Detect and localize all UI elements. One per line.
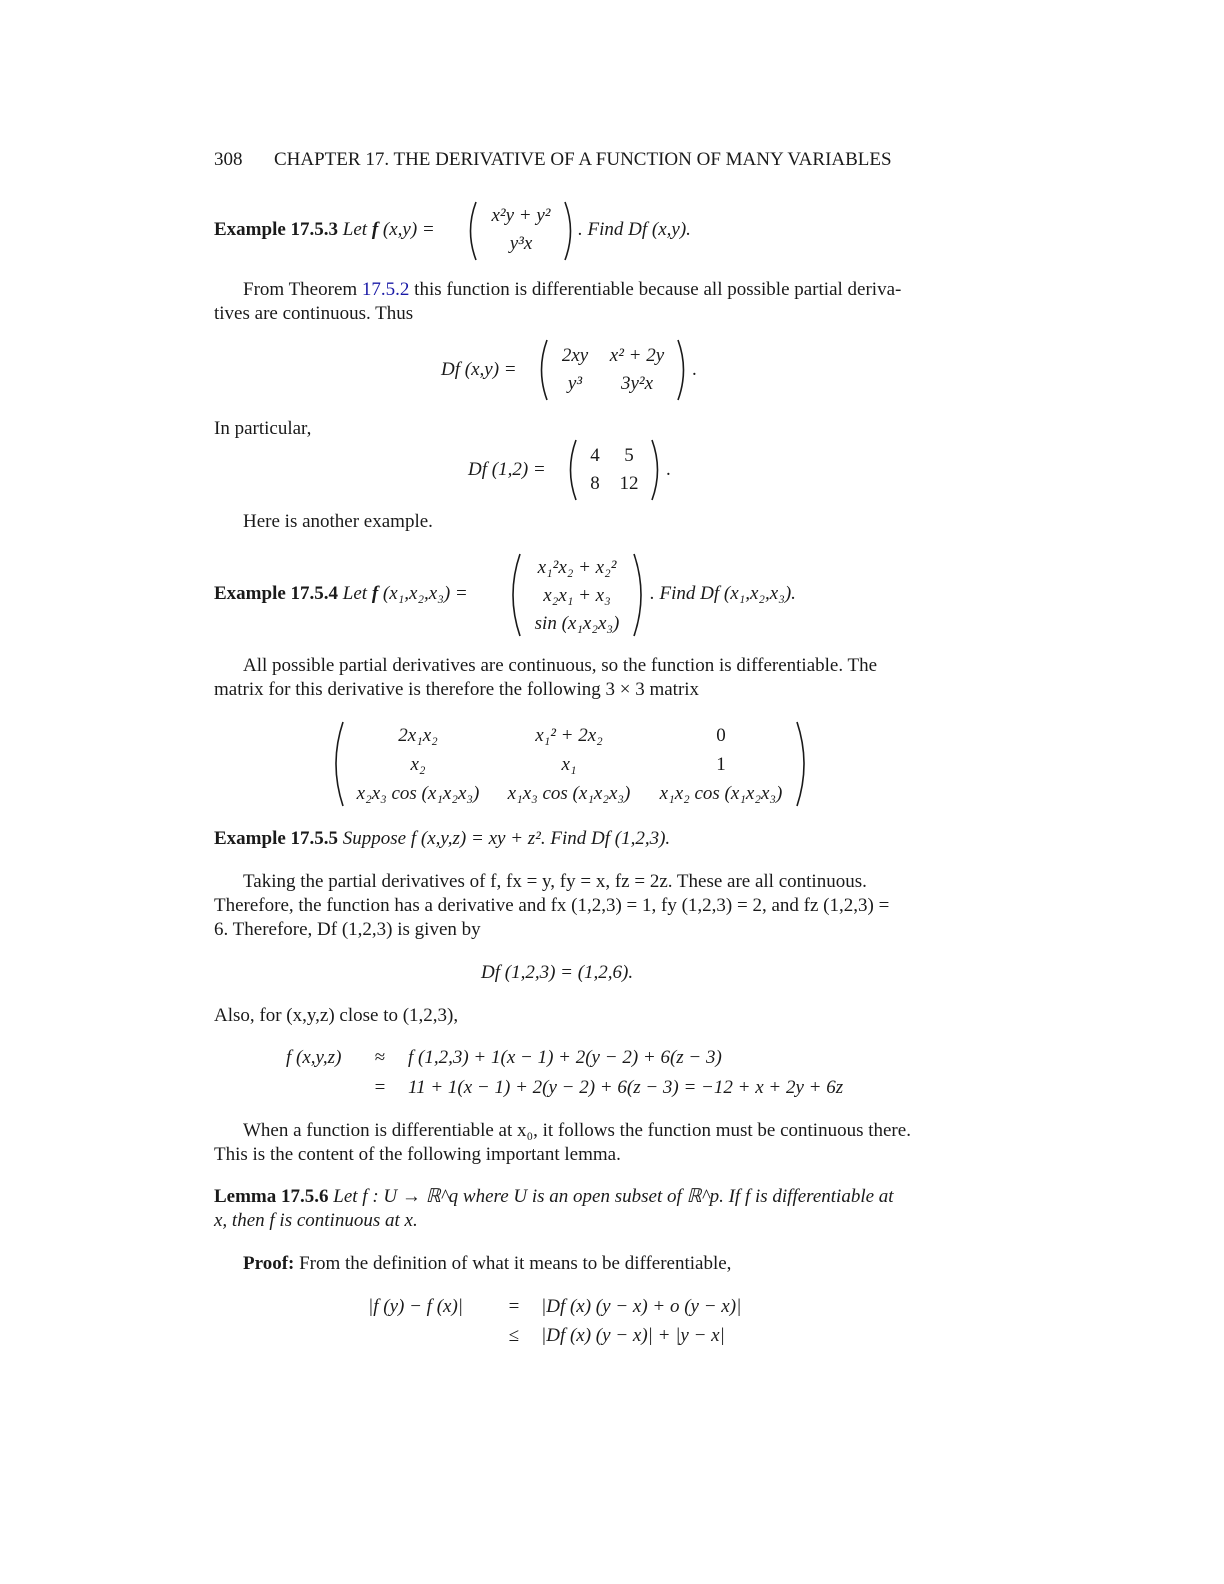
example-label: Example 17.5.5	[214, 828, 339, 849]
matrix-entry: 8	[590, 473, 600, 494]
matrix-entry: x₂x₃ cos (x₁x₂x₃)	[356, 783, 480, 804]
left-paren	[537, 338, 549, 402]
equation-end: .	[692, 359, 697, 380]
matrix-entry: 1	[716, 754, 726, 775]
lemma-text: Let f : U → ℝ^q where U is an open subset of ℝ^p. If f is differentiable at	[333, 1186, 894, 1207]
paragraph-continuous	[214, 654, 927, 678]
paragraph-line: 6. Therefore, Df (1,2,3) is given by	[214, 919, 481, 940]
equation-relation: ≈	[374, 1047, 386, 1068]
paragraph-partials	[214, 870, 927, 894]
function-args: (x,y) =	[382, 219, 435, 240]
equation-relation: =	[374, 1077, 386, 1098]
equation-lhs: Df (1,2) =	[468, 459, 546, 480]
matrix-entry: 12	[619, 473, 639, 494]
paragraph-text: From Theorem	[243, 279, 358, 300]
matrix-entry: 0	[716, 725, 726, 746]
right-paren	[676, 338, 688, 402]
matrix-entry: x₁x₂ cos (x₁x₂x₃)	[659, 783, 783, 804]
example-label: Example 17.5.3	[214, 219, 339, 240]
paragraph-text: Therefore, the function has a derivative and fx (1,2,3) = 1, fy (1,2,3) = 2, and fz (1,2,3) =	[214, 895, 890, 916]
lemma-17-5-6	[214, 1185, 927, 1209]
paragraph-line: In particular,	[214, 418, 312, 439]
matrix-entry: 3y²x	[620, 373, 654, 394]
paragraph-line: tives are continuous. Thus	[214, 303, 414, 324]
matrix-entry: x₁x₃ cos (x₁x₂x₃)	[507, 783, 631, 804]
left-paren	[466, 200, 478, 262]
equation-rhs: 11 + 1(x − 1) + 2(y − 2) + 6(z − 3) = −12 + x + 2y + 6z	[408, 1077, 844, 1098]
right-paren	[795, 720, 809, 808]
paragraph-text: Taking the partial derivatives of f, fx = y, fy = x, fz = 2z. These are all continuous.	[243, 871, 867, 892]
vector-entry: x²y + y²	[491, 205, 551, 226]
example-find: . Find Df (x₁,x₂,x₃).	[650, 583, 796, 604]
vector-entry: x₁²x₂ + x₂²	[537, 557, 617, 578]
example-let: Let	[342, 219, 368, 240]
page-number: 308	[214, 149, 243, 170]
vector-entry: y³x	[509, 233, 533, 254]
lemma-line: x, then f is continuous at x.	[214, 1210, 418, 1231]
example-17-5-4	[214, 582, 468, 606]
equation-rhs: f (1,2,3) + 1(x − 1) + 2(y − 2) + 6(z − 3)	[408, 1047, 722, 1068]
function-args: (x₁,x₂,x₃) =	[382, 583, 468, 604]
left-paren	[566, 438, 578, 502]
proof-text: From the definition of what it means to be differentiable,	[299, 1253, 732, 1274]
proof-label: Proof:	[243, 1253, 295, 1274]
equation-relation: =	[508, 1296, 520, 1317]
example-17-5-5	[214, 827, 670, 851]
matrix-entry: x² + 2y	[609, 345, 665, 366]
paragraph-line: Here is another example.	[243, 511, 433, 532]
theorem-link[interactable]: 17.5.2	[361, 279, 410, 300]
equation-rhs: |Df (x) (y − x)| + |y − x|	[541, 1325, 725, 1346]
matrix-entry: y³	[567, 373, 583, 394]
right-paren	[650, 438, 662, 502]
example-label: Example 17.5.4	[214, 583, 339, 604]
paragraph-text: this function is differentiable because all possible partial deriva-	[414, 279, 902, 300]
chapter-title: CHAPTER 17. THE DERIVATIVE OF A FUNCTION OF MANY VARIABLES	[274, 149, 892, 170]
equation-lhs: f (x,y,z)	[286, 1047, 342, 1068]
function-symbol: f	[371, 583, 379, 604]
equation-lhs: |f (y) − f (x)|	[368, 1296, 463, 1317]
matrix-entry: 2x₁x₂	[398, 725, 438, 746]
paragraph-line: Also, for (x,y,z) close to (1,2,3),	[214, 1005, 459, 1026]
matrix-entry: 2xy	[561, 345, 589, 366]
equation-lhs: Df (x,y) =	[441, 359, 517, 380]
right-paren	[632, 552, 646, 638]
equation-rhs: |Df (x) (y − x) + o (y − x)|	[541, 1296, 742, 1317]
equation-end: .	[666, 459, 671, 480]
left-paren	[508, 552, 522, 638]
equation-df: Df (1,2,3) = (1,2,6).	[481, 962, 634, 983]
paragraph-continuity	[214, 1119, 927, 1143]
right-paren	[563, 200, 575, 262]
matrix-entry: x₁	[561, 754, 577, 775]
function-symbol: f	[371, 219, 379, 240]
paragraph-text: All possible partial derivatives are continuous, so the function is differentiable. The	[243, 655, 878, 676]
example-find: . Find Df (x,y).	[578, 219, 691, 240]
paragraph-line: This is the content of the following important lemma.	[214, 1144, 621, 1165]
proof-intro	[243, 1252, 731, 1276]
example-let: Let	[342, 583, 368, 604]
left-paren	[331, 720, 345, 808]
example-text: Suppose f (x,y,z) = xy + z². Find Df (1,2,3).	[342, 828, 671, 849]
paragraph-theorem	[243, 278, 901, 302]
example-17-5-3	[214, 218, 435, 242]
vector-entry: sin (x₁x₂x₃)	[534, 613, 620, 634]
matrix-entry: x₂	[410, 754, 426, 775]
matrix-entry: x₁² + 2x₂	[535, 725, 603, 746]
paragraph-partials-2	[214, 894, 927, 918]
paragraph-line: matrix for this derivative is therefore the following 3 × 3 matrix	[214, 679, 700, 700]
vector-entry: x₂x₁ + x₃	[543, 585, 611, 606]
matrix-entry: 5	[624, 445, 634, 466]
matrix-entry: 4	[590, 445, 600, 466]
lemma-label: Lemma 17.5.6	[214, 1186, 329, 1207]
equation-relation: ≤	[508, 1325, 520, 1346]
paragraph-text: When a function is differentiable at x₀, it follows the function must be continuous there.	[243, 1120, 911, 1141]
